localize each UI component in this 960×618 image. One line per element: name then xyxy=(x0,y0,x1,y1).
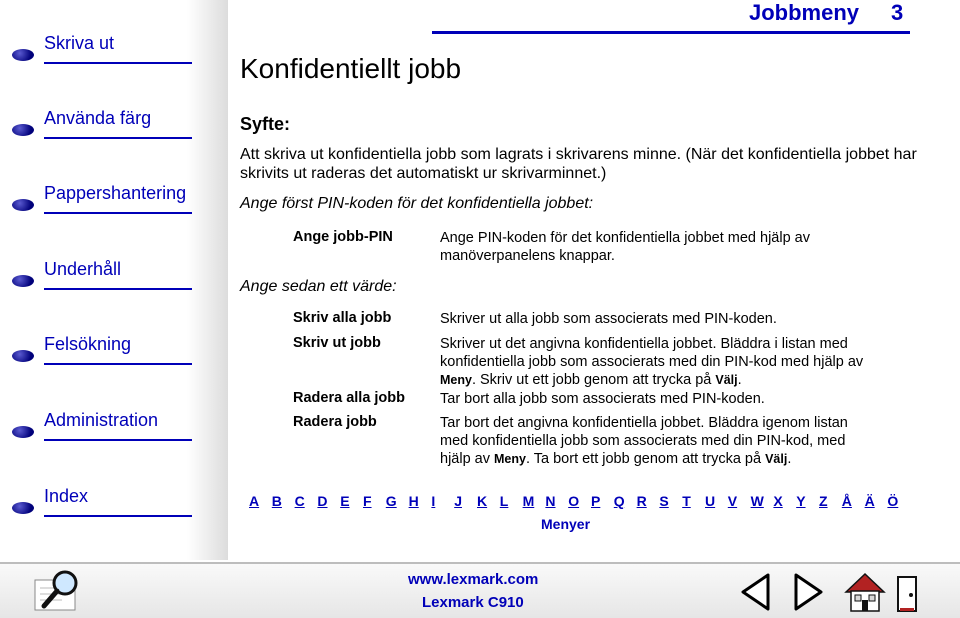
index-letter-link[interactable]: C xyxy=(294,493,305,509)
option-term: Skriv ut jobb xyxy=(293,335,381,351)
option-term: Skriv alla jobb xyxy=(293,310,392,326)
sidebar-item-label: Pappershantering xyxy=(44,183,187,203)
key-valj: Välj xyxy=(715,373,738,387)
index-letter-link[interactable]: V xyxy=(727,493,738,509)
pin-intro: Ange först PIN-koden för det konfidentiella jobbet: xyxy=(240,195,594,212)
index-letter-link[interactable]: F xyxy=(363,493,372,509)
pin-description: Ange PIN-koden för det konfidentiella jobbet med hjälp av manöverpanelens knappar. xyxy=(440,230,810,264)
index-letter-link[interactable]: Q xyxy=(613,493,625,509)
back-icon[interactable] xyxy=(738,572,774,612)
header-rule xyxy=(432,31,910,34)
bullet-icon xyxy=(12,275,34,287)
nav-underline xyxy=(44,288,192,290)
desc-text: . xyxy=(787,451,792,467)
bullet-icon xyxy=(12,502,34,514)
option-term: Radera jobb xyxy=(293,414,377,430)
desc-text: Tar bort det angivna konfidentiella jobbet. Bläddra igenom listan med konfidentiella jobb som associerats med din PIN-kod, med hjälp av xyxy=(440,415,848,467)
bullet-icon xyxy=(12,199,34,211)
nav-underline xyxy=(44,515,192,517)
forward-icon[interactable] xyxy=(790,572,826,612)
footer-model: Lexmark C910 xyxy=(422,594,524,611)
index-letter-link[interactable]: G xyxy=(385,493,397,509)
key-valj: Välj xyxy=(765,452,788,466)
option-term: Radera alla jobb xyxy=(293,390,406,406)
page-title: Konfidentiellt jobb xyxy=(240,53,462,84)
sidebar-item-label: Använda färg xyxy=(44,108,152,128)
option-description: Tar bort alla jobb som associerats med PIN-koden. xyxy=(440,391,765,407)
sidebar-item-index[interactable] xyxy=(12,486,182,516)
index-letter-link[interactable]: T xyxy=(682,493,691,509)
desc-text: . Ta bort ett jobb genom att trycka på xyxy=(525,451,766,467)
sidebar-item-skriva-ut[interactable] xyxy=(12,33,182,63)
home-icon[interactable] xyxy=(842,570,888,614)
page-number: 3 xyxy=(891,0,904,25)
nav-underline xyxy=(44,137,192,139)
sidebar-item-underhall[interactable] xyxy=(12,259,182,289)
alphabet-index xyxy=(249,493,909,513)
index-letter-link[interactable]: O xyxy=(568,493,580,509)
index-letter-link[interactable]: Ä xyxy=(864,493,875,509)
section-title: Jobbmeny xyxy=(749,0,860,25)
nav-underline xyxy=(44,62,192,64)
purpose-text: Att skriva ut konfidentiella jobb som lagrats i skrivarens minne. (När det konfidentiella jobbet har skrivits ut raderas det automatiskt ur skrivarminnet.) xyxy=(240,146,917,182)
index-letter-link[interactable]: J xyxy=(454,493,462,509)
index-letter-link[interactable]: W xyxy=(750,493,764,509)
key-meny: Meny xyxy=(494,452,526,466)
sidebar-item-label: Index xyxy=(44,486,89,506)
sidebar-item-felsokning[interactable] xyxy=(12,334,182,364)
bullet-icon xyxy=(12,350,34,362)
index-letter-link[interactable]: E xyxy=(340,493,350,509)
option-description xyxy=(440,414,880,468)
option-description xyxy=(440,335,880,389)
sidebar-item-label: Administration xyxy=(44,410,159,430)
index-letter-link[interactable]: P xyxy=(591,493,601,509)
index-letter-link[interactable]: D xyxy=(317,493,328,509)
nav-underline xyxy=(44,363,192,365)
index-letter-link[interactable]: X xyxy=(773,493,783,509)
pin-term: Ange jobb-PIN xyxy=(293,229,393,245)
footer-url[interactable]: www.lexmark.com xyxy=(408,571,539,588)
index-letter-link[interactable]: Z xyxy=(819,493,828,509)
nav-underline xyxy=(44,439,192,441)
purpose-heading: Syfte: xyxy=(240,114,291,134)
nav-underline xyxy=(44,212,192,214)
index-letter-link[interactable]: Ö xyxy=(887,493,899,509)
index-letter-link[interactable]: Y xyxy=(796,493,806,509)
index-letter-link[interactable]: M xyxy=(522,493,535,509)
sidebar xyxy=(0,0,228,560)
index-letter-link[interactable]: I xyxy=(431,493,436,509)
index-letter-link[interactable]: Å xyxy=(841,493,852,509)
index-letter-link[interactable]: R xyxy=(636,493,647,509)
exit-icon[interactable] xyxy=(893,574,921,614)
sidebar-item-label: Underhåll xyxy=(44,259,122,279)
index-letter-link[interactable]: L xyxy=(499,493,509,509)
menus-link[interactable]: Menyer xyxy=(541,516,591,532)
value-intro: Ange sedan ett värde: xyxy=(240,278,397,295)
bullet-icon xyxy=(12,49,34,61)
desc-text: Skriver ut det angivna konfidentiella jobbet. Bläddra i listan med konfidentiella jobb som associerats med din PIN-kod med hjälp av xyxy=(440,336,864,370)
bullet-icon xyxy=(12,124,34,136)
option-description: Skriver ut alla jobb som associerats med PIN-koden. xyxy=(440,311,777,327)
sidebar-item-pappershantering[interactable] xyxy=(12,183,187,213)
index-letter-link[interactable]: K xyxy=(477,493,488,509)
index-letter-link[interactable]: H xyxy=(408,493,419,509)
index-letter-link[interactable]: U xyxy=(705,493,716,509)
index-letter-link[interactable]: S xyxy=(659,493,669,509)
sidebar-item-administration[interactable] xyxy=(12,410,182,440)
footer-rule xyxy=(0,562,960,564)
sidebar-item-label: Felsökning xyxy=(44,334,132,354)
sidebar-item-anvanda-farg[interactable] xyxy=(12,108,182,138)
desc-text: . xyxy=(737,372,742,388)
key-meny: Meny xyxy=(440,373,472,387)
bullet-icon xyxy=(12,426,34,438)
index-letter-link[interactable]: B xyxy=(271,493,282,509)
index-letter-link[interactable]: N xyxy=(545,493,556,509)
search-icon[interactable] xyxy=(32,568,86,614)
sidebar-item-label: Skriva ut xyxy=(44,33,115,53)
desc-text: . Skriv ut ett jobb genom att trycka på xyxy=(471,372,716,388)
index-letter-link[interactable]: A xyxy=(249,493,260,509)
